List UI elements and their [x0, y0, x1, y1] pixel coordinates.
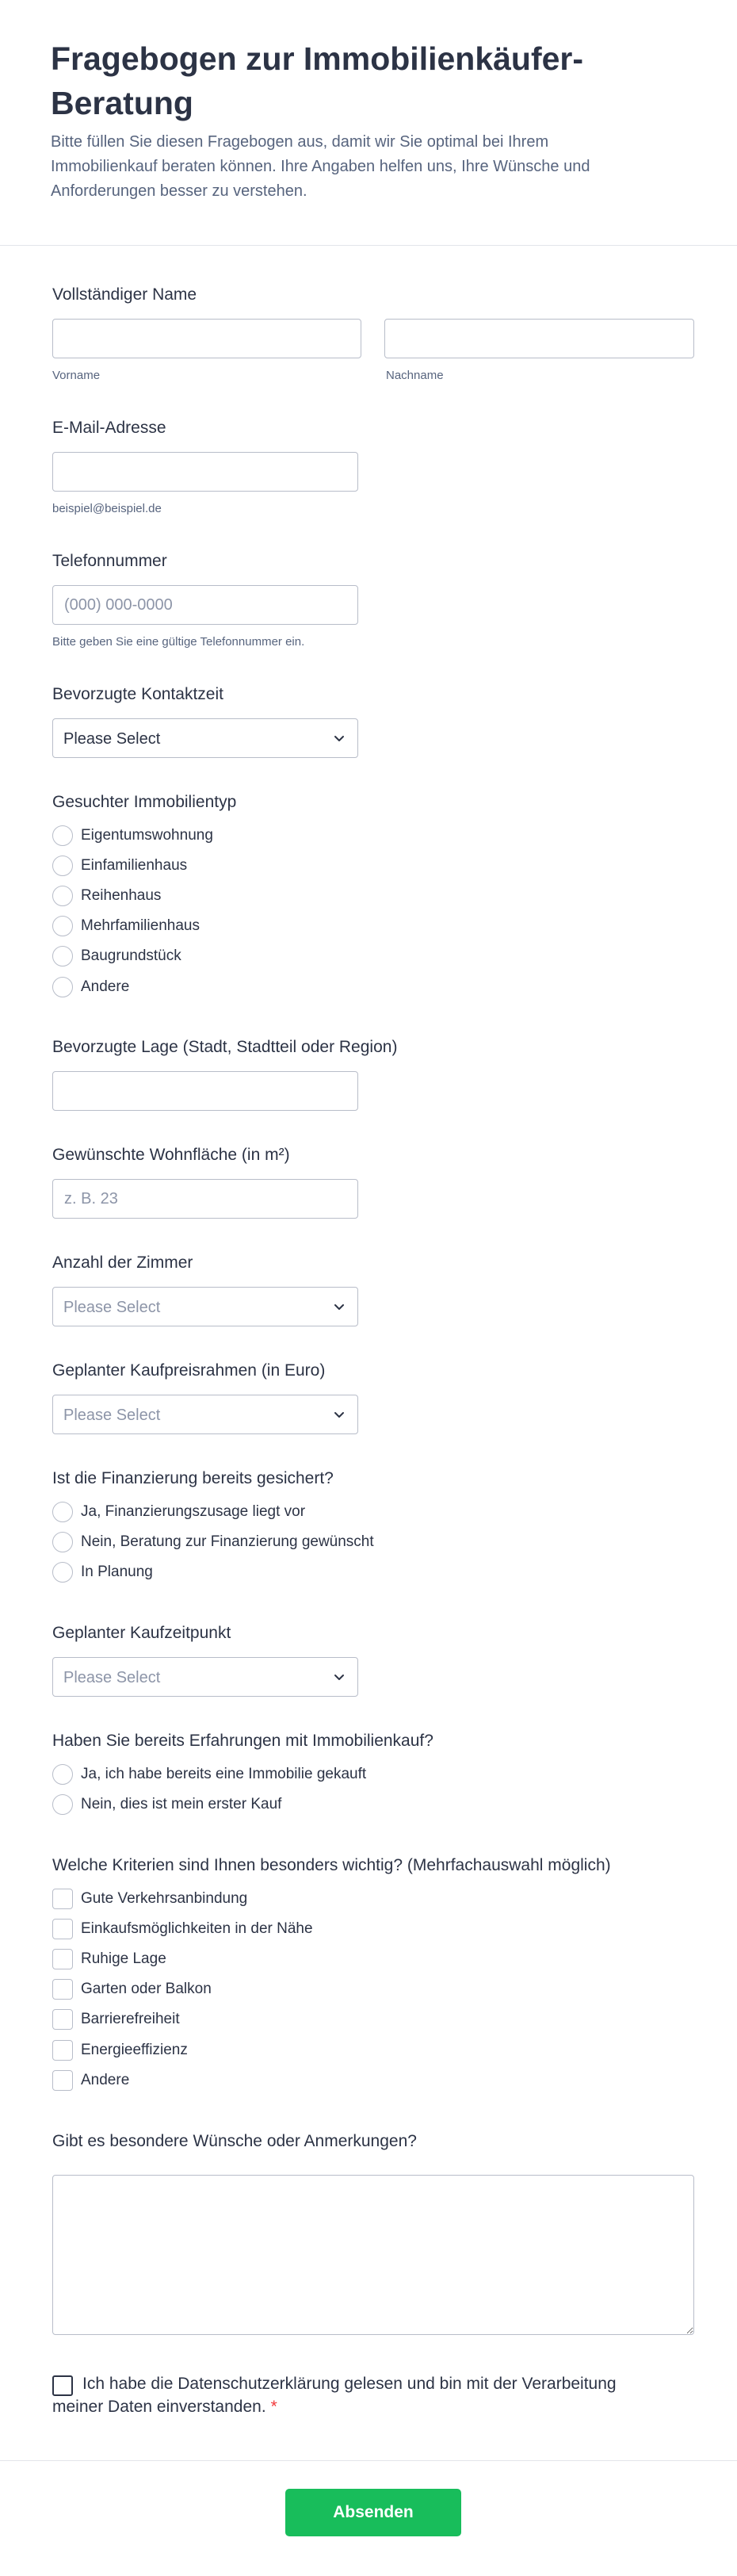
experience-option[interactable] [52, 1793, 655, 1816]
remarks-textarea[interactable] [52, 2175, 694, 2335]
financing-option[interactable] [52, 1560, 655, 1584]
purchase-time-select[interactable] [52, 1657, 358, 1697]
email-sublabel: beispiel@beispiel.de [52, 502, 162, 515]
location-label: Bevorzugte Lage (Stadt, Stadtteil oder Region) [52, 1038, 398, 1056]
phone-input[interactable] [52, 585, 358, 625]
experience-option[interactable] [52, 1763, 655, 1786]
rooms-field [52, 1252, 694, 1331]
criteria-option[interactable] [52, 1917, 655, 1941]
criteria-option[interactable] [52, 2038, 655, 2062]
chevron-down-icon [332, 731, 346, 745]
criteria-option[interactable] [52, 1887, 655, 1911]
checkbox[interactable] [52, 1919, 73, 1939]
last-name-input[interactable] [384, 319, 694, 358]
price-range-label: Geplanter Kaufpreisrahmen (in Euro) [52, 1361, 326, 1380]
rooms-label: Anzahl der Zimmer [52, 1254, 193, 1272]
criteria-label: Welche Kriterien sind Ihnen besonders wichtig? (Mehrfachauswahl möglich) [52, 1856, 611, 1874]
option-label: Ja, Finanzierungszusage liegt vor [81, 1503, 306, 1520]
option-label: Ruhige Lage [81, 1950, 166, 1967]
property-type-option[interactable] [52, 854, 655, 878]
financing-field [52, 1468, 694, 1587]
full-name-field [52, 284, 694, 387]
rooms-selected: Please Select [63, 1299, 161, 1316]
option-label: Baugrundstück [81, 947, 181, 964]
consent-text: Ich habe die Datenschutzerklärung gelesen und bin mit der Verarbeitung meiner Daten einverstanden. [52, 2375, 617, 2416]
purchase-time-field [52, 1622, 694, 1701]
property-type-option[interactable] [52, 975, 655, 999]
phone-label: Telefonnummer [52, 552, 167, 570]
radio-button[interactable] [52, 1532, 73, 1552]
property-type-option[interactable] [52, 944, 655, 968]
criteria-option[interactable] [52, 2008, 655, 2031]
criteria-field [52, 1854, 694, 2100]
checkbox[interactable] [52, 1889, 73, 1909]
consent-field [52, 2372, 694, 2420]
property-type-option[interactable] [52, 914, 655, 938]
checkbox[interactable] [52, 2009, 73, 2030]
financing-option[interactable] [52, 1500, 655, 1524]
email-input[interactable] [52, 452, 358, 492]
contact-time-label: Bevorzugte Kontaktzeit [52, 685, 223, 703]
checkbox[interactable] [52, 2070, 73, 2091]
financing-option[interactable] [52, 1530, 655, 1554]
option-label: Barrierefreiheit [81, 2011, 180, 2027]
radio-button[interactable] [52, 1794, 73, 1815]
email-field [52, 417, 694, 520]
property-type-option[interactable] [52, 824, 655, 848]
radio-button[interactable] [52, 886, 73, 906]
phone-sublabel: Bitte geben Sie eine gültige Telefonnummer ein. [52, 635, 305, 649]
rooms-select[interactable] [52, 1287, 358, 1326]
contact-time-field [52, 683, 694, 763]
page-title: Fragebogen zur Immobilienkäufer-Beratung [51, 40, 584, 121]
option-label: Nein, Beratung zur Finanzierung gewünscht [81, 1533, 374, 1550]
option-label: Reihenhaus [81, 887, 162, 904]
experience-label: Haben Sie bereits Erfahrungen mit Immobilienkauf? [52, 1732, 433, 1750]
experience-field [52, 1730, 694, 1825]
purchase-time-selected: Please Select [63, 1669, 161, 1686]
location-input[interactable] [52, 1071, 358, 1111]
email-label: E-Mail-Adresse [52, 419, 166, 437]
remarks-field [52, 2130, 694, 2344]
radio-button[interactable] [52, 916, 73, 936]
radio-button[interactable] [52, 1502, 73, 1522]
contact-time-select[interactable] [52, 718, 358, 758]
page-description: Bitte füllen Sie diesen Fragebogen aus, damit wir Sie optimal bei Ihrem Immobilienkauf beraten können. Ihre Angaben helfen uns, Ihre Wünsche und Anforderungen besser zu verstehen. [51, 133, 590, 200]
radio-button[interactable] [52, 825, 73, 846]
contact-time-selected: Please Select [63, 730, 161, 748]
radio-button[interactable] [52, 1562, 73, 1583]
price-range-select[interactable] [52, 1395, 358, 1434]
required-mark: * [270, 2398, 277, 2416]
remarks-label: Gibt es besondere Wünsche oder Anmerkungen? [52, 2132, 417, 2150]
chevron-down-icon [332, 1670, 346, 1684]
option-label: Andere [81, 2072, 130, 2088]
property-type-label: Gesuchter Immobilientyp [52, 793, 237, 811]
criteria-option[interactable] [52, 1947, 655, 1971]
living-area-input[interactable] [52, 1179, 358, 1219]
radio-button[interactable] [52, 1764, 73, 1785]
criteria-option[interactable] [52, 2069, 655, 2092]
price-range-field [52, 1360, 694, 1439]
option-label: Eigentumswohnung [81, 827, 213, 844]
property-type-field [52, 791, 694, 1005]
radio-button[interactable] [52, 946, 73, 966]
option-label: Einfamilienhaus [81, 857, 188, 874]
option-label: Mehrfamilienhaus [81, 917, 200, 934]
option-label: Nein, dies ist mein erster Kauf [81, 1796, 282, 1812]
criteria-option[interactable] [52, 1977, 655, 2001]
living-area-label: Gewünschte Wohnfläche (in m²) [52, 1146, 290, 1164]
financing-label: Ist die Finanzierung bereits gesichert? [52, 1469, 334, 1487]
form-header [0, 0, 737, 246]
price-range-selected: Please Select [63, 1407, 161, 1424]
first-name-input[interactable] [52, 319, 361, 358]
full-name-label: Vollständiger Name [52, 285, 197, 304]
consent-label [52, 2372, 655, 2418]
living-area-field [52, 1144, 694, 1223]
property-type-option[interactable] [52, 884, 655, 908]
chevron-down-icon [332, 1299, 346, 1314]
radio-button[interactable] [52, 855, 73, 876]
option-label: Ja, ich habe bereits eine Immobilie gekauft [81, 1766, 367, 1782]
checkbox[interactable] [52, 1979, 73, 2000]
purchase-time-label: Geplanter Kaufzeitpunkt [52, 1624, 231, 1642]
checkbox[interactable] [52, 1949, 73, 1969]
option-label: In Planung [81, 1564, 153, 1580]
option-label: Gute Verkehrsanbindung [81, 1890, 248, 1907]
checkbox[interactable] [52, 2040, 73, 2061]
option-label: Andere [81, 978, 130, 995]
location-field [52, 1036, 694, 1116]
footer-divider [0, 2460, 737, 2461]
option-label: Energieeffizienz [81, 2042, 188, 2058]
option-label: Garten oder Balkon [81, 1981, 212, 1997]
phone-field [52, 550, 694, 653]
last-name-sublabel: Nachname [386, 369, 444, 382]
radio-button[interactable] [52, 977, 73, 997]
chevron-down-icon [332, 1407, 346, 1422]
option-label: Einkaufsmöglichkeiten in der Nähe [81, 1920, 313, 1937]
first-name-sublabel: Vorname [52, 369, 101, 382]
submit-button[interactable]: Absenden [285, 2489, 461, 2536]
